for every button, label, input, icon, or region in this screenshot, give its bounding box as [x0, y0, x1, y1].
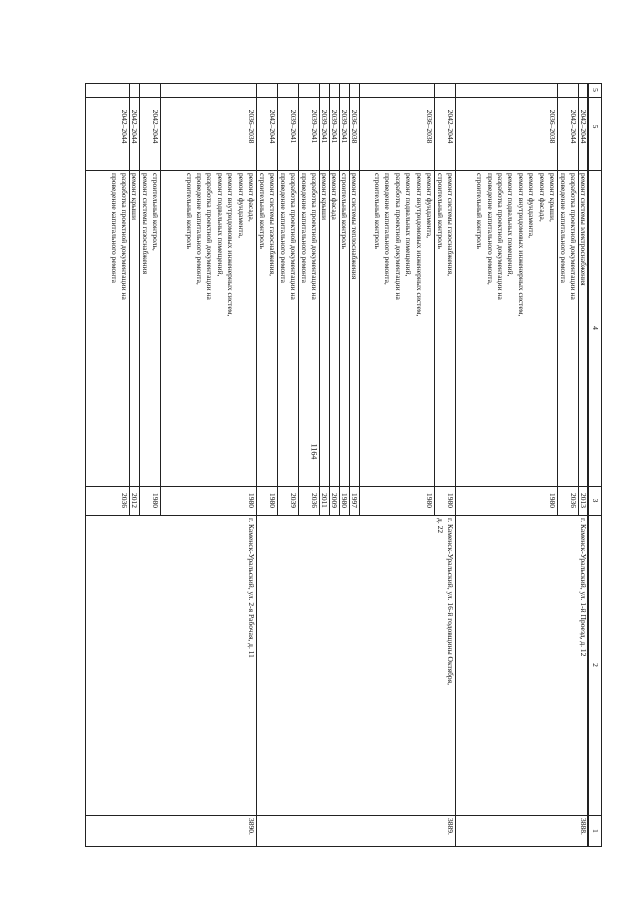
row3889-heat-year: 1997	[350, 493, 359, 508]
row3889-address: г. Каменск-Уральский, ул. 16-й годовщины Октября, д. 22	[435, 518, 455, 686]
row3889-gas-2-period: 2042–2044	[268, 109, 277, 144]
row3888-design-work: разработка проектной документации на проведение капитального ремонта	[558, 173, 578, 300]
row3889-gas-2-year: 1980	[268, 493, 277, 508]
row3888-main-work: ремонт крыши, ремонт фасада, ремонт фундамента, ремонт внутридомовых инженерных систем, ремонт подвальных помещений, разработка проектной документации на проведение капитального ремонта, строительный контроль	[475, 173, 557, 317]
row3889-heat-period: 2036–2038	[350, 109, 359, 144]
row3889-heat-work: ремонт системы теплоснабжения	[350, 173, 359, 280]
row3889-control-work: строительный контроль	[340, 173, 349, 249]
row3889-control-period: 2039–2041	[340, 109, 349, 144]
row3889-design-1-work: разработка проектной документации на проведение капитального ремонта	[299, 173, 319, 300]
column-header-3: 3	[588, 486, 602, 515]
row3889-design-1-period: 2039–2041	[310, 109, 319, 144]
row3889-roof-year: 2011	[320, 493, 329, 508]
row3890-roof-year: 2012	[130, 493, 139, 508]
row3890-gas-year: 1980	[151, 493, 160, 508]
row3890-roof-period: 2042–2044	[130, 109, 139, 144]
row3888-design-period: 2042–2044	[569, 109, 578, 144]
row3890-number: 3890.	[247, 818, 256, 835]
row3890-gas-work: строительный контроль, ремонт системы газоснабжения	[140, 173, 160, 275]
table-outer-frame	[85, 83, 602, 847]
column-header-4: 4	[588, 170, 602, 486]
row3890-design-year: 2036	[120, 493, 129, 508]
row3889-facade-year: 2009	[330, 493, 339, 508]
row3889-design-1-year: 2036	[310, 493, 319, 508]
row3889-control-year: 1980	[340, 493, 349, 508]
row3888-electric-year: 2013	[579, 493, 588, 508]
row3889-gas-2-work: ремонт системы газоснабжения, строительный контроль	[257, 173, 277, 277]
row3888-address: г. Каменск-Уральский, ул. 1-й Проезд, д. 12	[579, 518, 588, 657]
row3889-gas-period: 2042–2044	[446, 109, 455, 144]
row3889-design-2-work: разработка проектной документации на проведение капитального ремонта	[278, 173, 298, 300]
row3888-main-year: 1980	[548, 493, 557, 508]
column-header-2: 2	[588, 515, 602, 815]
row3889-main-work: ремонт фундамента, ремонт внутридомовых инженерных систем, ремонт подвальных помещений, разработка проектной документации на проведение капитального ремонта, строительный контроль	[372, 173, 434, 317]
row3889-gas-work: ремонт системы газоснабжения, строительный контроль	[435, 173, 455, 277]
row3889-design-2-year: 2039	[289, 493, 298, 508]
row3889-facade-period: 2039–2041	[330, 109, 339, 144]
row3890-design-work: разработка проектной документации на проведение капитального ремонта	[109, 173, 129, 300]
column-header-1: 1	[588, 815, 602, 847]
table-body	[85, 83, 602, 847]
row3888-number: 3888.	[579, 818, 588, 835]
row3888-electric-period: 2042–2044	[579, 109, 588, 144]
row3889-number: 3889.	[446, 818, 455, 835]
row3889-gas-year: 1980	[446, 493, 455, 508]
row3888-design-year: 2036	[569, 493, 578, 508]
row3890-address: г. Каменск-Уральский, ул. 2-я Рабочая, д. 11	[247, 518, 256, 658]
row3889-main-year: 1980	[425, 493, 434, 508]
row3890-main-year: 1980	[247, 493, 256, 508]
row3888-electric-work: ремонт системы электроснабжения	[579, 173, 588, 286]
row3890-design-period: 2042–2044	[120, 109, 129, 144]
row3890-roof-work: ремонт крыши	[130, 173, 139, 220]
row3889-design-2-period: 2039–2041	[289, 109, 298, 144]
column-header-5: 5	[588, 83, 602, 97]
row3889-facade-work: ремонт фасада	[330, 173, 339, 220]
row3889-roof-work: ремонт крыши	[320, 173, 329, 220]
row3890-main-work: ремонт фасада, ремонт фундамента, ремонт внутридомовых инженерных систем, ремонт подвальных помещений, разработка проектной документации на проведение капитального ремонта, строительный контроль	[184, 173, 256, 317]
row3889-main-period: 2036–2038	[425, 109, 434, 144]
page-number: 1164	[309, 443, 319, 460]
row3889-roof-period: 2039–2041	[320, 109, 329, 144]
row3888-main-period: 2036–2038	[548, 109, 557, 144]
row3890-main-period: 2036–2038	[247, 109, 256, 144]
row3890-gas-period: 2042–2044	[151, 109, 160, 144]
column-header-5: 5	[588, 83, 602, 170]
